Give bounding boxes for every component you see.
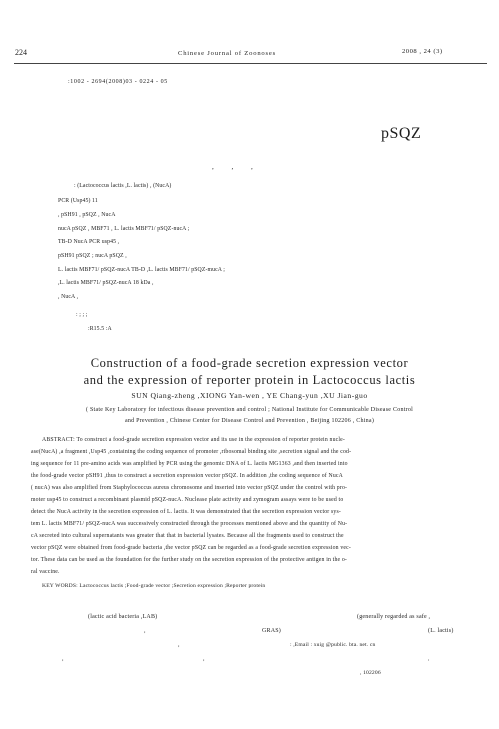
intro-line3: , [178,642,180,648]
intro-line4-a: , [62,656,64,662]
en-title-line2: and the expression of reporter protein in Lactococcus lactis [83,373,416,387]
en-affiliation-line1: ( State Key Laboratory for infectious disease prevention and control ; National Institute for Communicable Disease Control [85,407,414,413]
en-authors: SUN Qiang-zheng ,XIONG Yan-wen , YE Chang-yun ,XU Jian-guo [131,391,368,400]
en-abstract-line: ( nucA) was also amplified from Staphylococcus aureus chromosome and inserted into vector pSQZ under the control with pro- [31,485,348,491]
footnote-email: : ,Email : xuig @public. bta. net. cn [290,642,376,648]
page-number: 224 [15,48,27,57]
en-title-line1: Construction of a food-grade secretion expression vector [90,356,409,370]
en-abstract-line: moter usp45 to construct a recombinant plasmid pSQZ-nucA. Nuclease plate activity and zymogram assays were to be used to [31,497,344,503]
en-abstract-line: ABSTRACT: To construct a food-grade secretion expression vector and its use in the expression of reporter protein nucle- [42,437,345,443]
en-affiliation-line2: and Prevention , Chinese Center for Disease Control and Prevention , Beijing 102206 , China) [124,418,375,424]
cn-abstract-line: : (Lactococcus lactis ,L. lactis) , (NucA) [74,183,172,189]
en-keywords: KEY WORDS: Lactococcus lactis ;Food-grade vector ;Secretion expression ;Reporter protein [42,583,266,589]
header-rule [14,63,487,64]
cn-authors: , , , [212,163,261,171]
intro-line2-comma: , [144,628,146,634]
intro-line1-left: (lactic acid bacteria ,LAB) [88,614,158,620]
cn-abstract-line: PCR (Usp45) 11 [58,198,98,204]
cn-keywords: : ; ; ; [76,312,88,318]
cn-abstract-line: , NucA , [58,294,79,300]
en-abstract-line: tor. These data can be used as the foundation for the further study on the secretion expression of the protective antigen in the o- [31,557,347,563]
cn-abstract-line: nucA pSQZ , MBF71 , L. lactis MBF71/ pSQZ-nucA ; [58,226,190,232]
cn-abstract-line: L. lactis MBF71/ pSQZ-nucA TB-D ,L. lactis MBF71/ pSQZ-mucA ; [58,267,226,273]
footnote-address: , 102206 [360,670,381,676]
intro-line1-right: (generally regarded as safe , [357,614,431,620]
en-abstract-line: tem L. lactis MBF71/ pSQZ-nucA was successively constructed through the processes mentioned above and the quantity of Nu- [31,521,348,527]
cn-abstract-line: pSH91 pSQZ ; nucA pSQZ , [58,253,127,259]
intro-line2-right: (L. lactis) [428,628,454,634]
cn-title: pSQZ [381,125,422,142]
cn-classification: :R15.5 :A [88,326,112,332]
en-abstract-line: the food-grade vector pSH91 ,thus to construct a secretion expression vector pSQZ. In addition ,the coding sequence of NucA [31,473,343,479]
intro-line4-b: , [203,656,205,662]
en-abstract-line: cA secreted into cultural supernatants was greater that that in bacterial lysates. Because all the fragments used to construct the [31,533,344,539]
journal-name: Chinese Journal of Zoonoses [178,50,276,57]
en-abstract-line: vector pSQZ were obtained from food-grade bacteria ,the vector pSQZ can be regarded as a food-grade secretion expression vec- [31,545,351,551]
cn-abstract-line: ,L. lactis MBF71/ pSQZ-nucA 18 kDa , [58,280,154,286]
en-abstract-line: ing sequence for 11 pre-amino acids was amplified by PCR using the genomic DNA of L. lactis MG1363 ,and then inserted into [31,461,348,467]
cn-abstract-line: TB-D NucA PCR usp45 , [58,239,120,245]
article-number: :1002 - 2694(2008)03 - 0224 - 05 [68,79,168,85]
journal-issue: 2008 , 24 (3) [402,48,443,55]
en-abstract-line: detect the NucA activity in the secretion expression of L. lactis. It was demonstrated that the secretion expression vector sys- [31,509,341,515]
en-abstract-line: ase(NucA) ,a fragment ,Usp45 ,containing the coding sequence of promoter ,ribosomal binding site ,secretion signal and the cod- [31,449,352,455]
intro-line2-mid: GRAS) [262,628,282,634]
cn-abstract-line: , pSH91 , pSQZ , NucA [58,212,116,218]
en-abstract-line: ral vaccine. [31,569,60,575]
footnote-comma: , [428,656,430,662]
